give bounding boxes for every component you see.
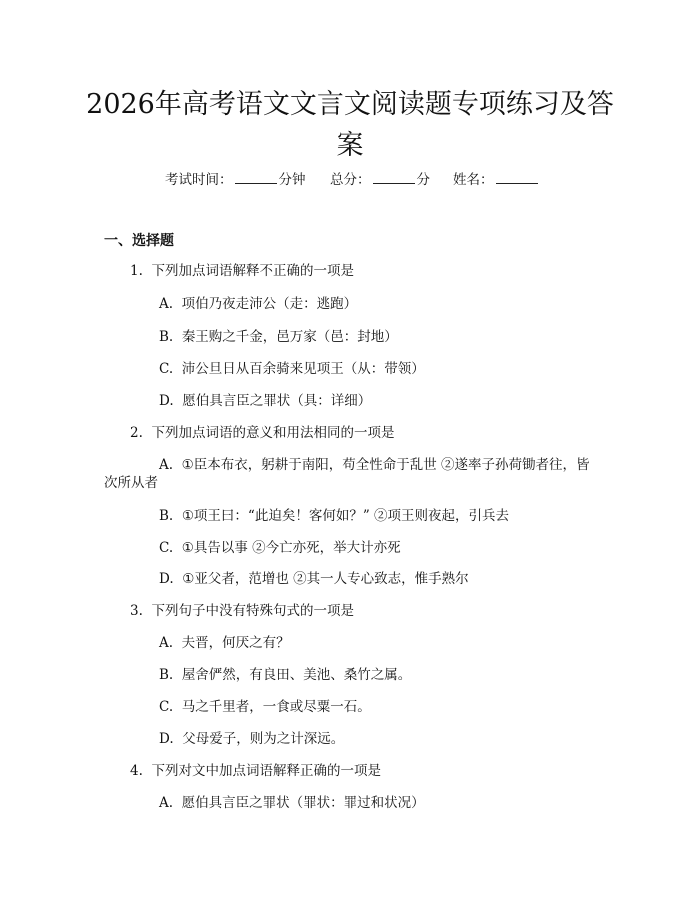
name-field: [453, 168, 540, 188]
option-2d: [159, 569, 469, 589]
time-unit: 分钟: [278, 172, 306, 188]
option-letter: C.: [159, 699, 174, 715]
option-text: 夫晋，何厌之有？: [181, 635, 290, 651]
option-1c: [159, 359, 425, 379]
page-title: 2026年高考语文文言文阅读题专项练习及答案: [86, 89, 614, 161]
option-letter: D.: [159, 731, 174, 747]
option-2a: [159, 455, 590, 475]
question-text: 下列加点词语的意义和用法相同的一项是: [151, 425, 395, 441]
question-4: [130, 761, 381, 781]
option-text: 沛公旦日从百余骑来见项王（从：带领）: [181, 361, 425, 377]
option-letter: B.: [159, 667, 174, 683]
option-letter: B.: [159, 329, 174, 345]
time-blank: [235, 171, 277, 184]
question-text: 下列句子中没有特殊句式的一项是: [151, 603, 354, 619]
question-text: 下列加点词语解释不正确的一项是: [151, 263, 354, 279]
option-text: 项伯乃夜走沛公（走：逃跑）: [181, 296, 358, 312]
option-2a-continuation: 次所从者: [104, 475, 158, 491]
name-label: 姓名：: [453, 172, 494, 188]
option-text: 秦王购之千金，邑万家（邑：封地）: [181, 329, 398, 345]
question-number: 1.: [130, 263, 143, 279]
question-3: [130, 601, 354, 621]
option-letter: D.: [159, 571, 174, 587]
option-text: 马之千里者，一食或尽粟一石。: [181, 699, 371, 715]
option-2b: [159, 506, 509, 526]
option-letter: D.: [159, 393, 174, 409]
time-label: 考试时间：: [165, 172, 233, 188]
option-4a: [159, 793, 425, 813]
score-field: [330, 168, 430, 188]
option-1a: [159, 294, 357, 314]
question-number: 3.: [130, 603, 143, 619]
option-text: 愿伯具言臣之罪状（具：详细）: [182, 393, 372, 409]
option-text: ①臣本布衣，躬耕于南阳，苟全性命于乱世 ②遂率子孙荷锄者往，皆: [181, 457, 590, 473]
option-letter: A.: [159, 795, 174, 811]
option-3a: [159, 633, 290, 653]
option-3b: [159, 665, 411, 685]
question-2: [130, 423, 394, 443]
option-1d: [159, 391, 371, 411]
option-text: 愿伯具言臣之罪状（罪状：罪过和状况）: [181, 795, 425, 811]
option-letter: C.: [159, 361, 174, 377]
option-text: ①具告以事 ②今亡亦死，举大计亦死: [181, 540, 401, 556]
question-text: 下列对文中加点词语解释正确的一项是: [151, 763, 381, 779]
option-letter: A.: [159, 457, 174, 473]
score-label: 总分：: [330, 172, 371, 188]
option-letter: C.: [159, 540, 174, 556]
option-text: 父母爱子，则为之计深远。: [182, 731, 345, 747]
option-3d: [159, 729, 344, 749]
option-1b: [159, 327, 398, 347]
option-3c: [159, 697, 371, 717]
option-letter: A.: [159, 296, 174, 312]
option-text: 屋舍俨然，有良田、美池、桑竹之属。: [181, 667, 412, 683]
score-blank: [373, 171, 415, 184]
option-2c: [159, 538, 401, 558]
question-1: [130, 261, 354, 281]
option-text: ①亚父者，范增也 ②其一人专心致志，惟手熟尔: [182, 571, 469, 587]
option-letter: B.: [159, 508, 174, 524]
option-text: ①项王曰：“此迫矣！客何如？” ②项王则夜起，引兵去: [181, 508, 510, 524]
question-number: 4.: [130, 763, 143, 779]
option-letter: A.: [159, 635, 174, 651]
time-field: [165, 168, 306, 188]
question-number: 2.: [130, 425, 143, 441]
section-heading: 一、选择题: [104, 233, 174, 249]
score-unit: 分: [416, 172, 430, 188]
name-blank: [496, 171, 538, 184]
